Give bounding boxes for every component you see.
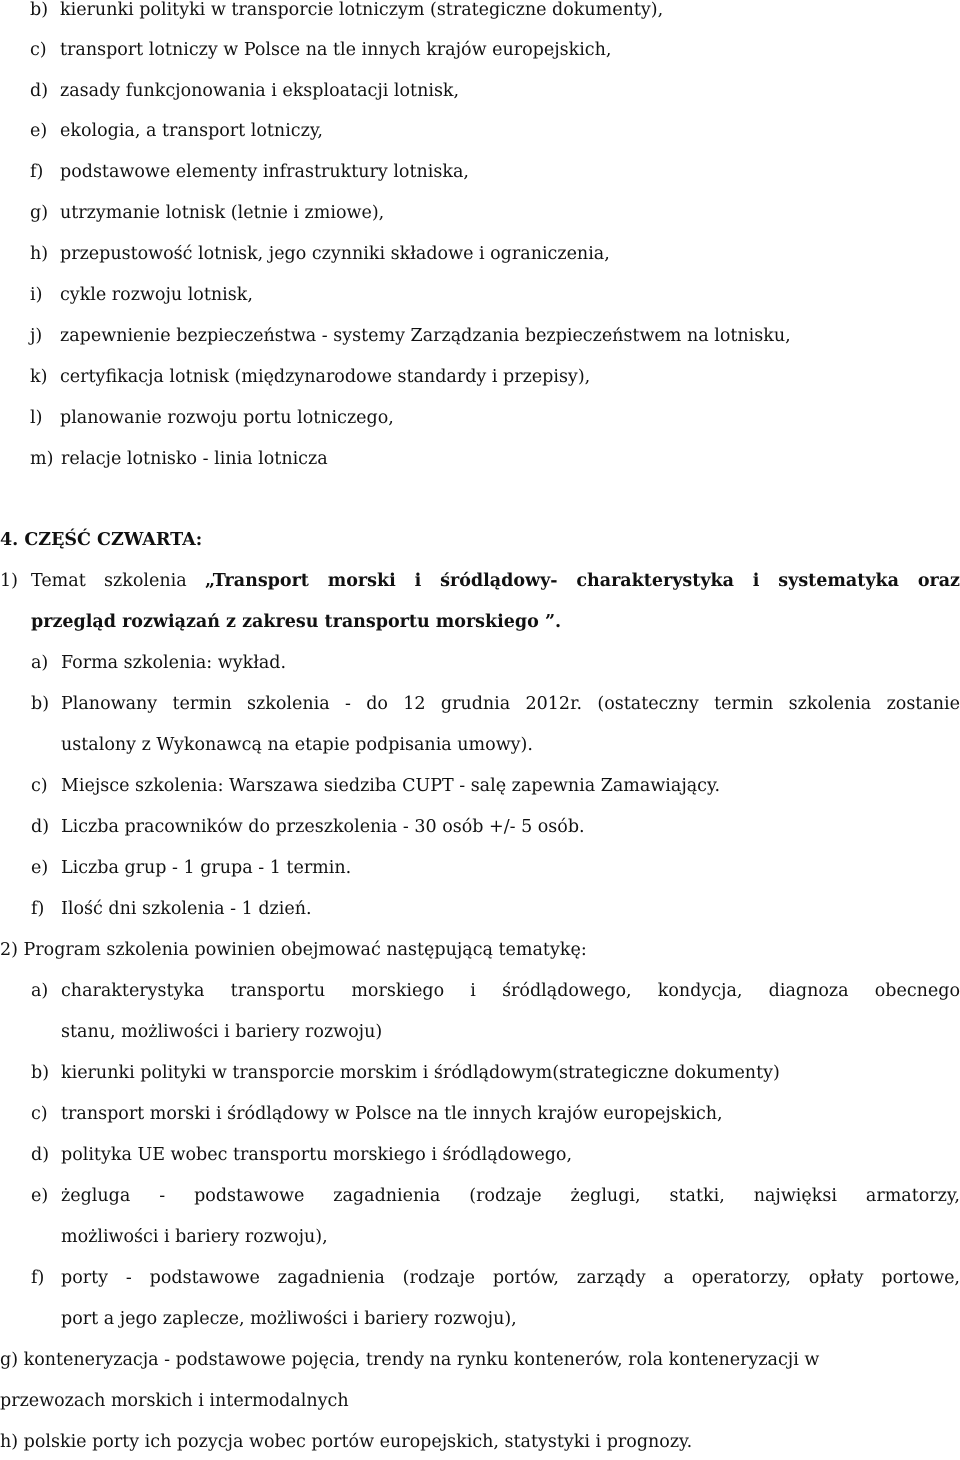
list-label: c) (30, 40, 47, 60)
list-item (30, 40, 611, 60)
list-item (30, 0, 663, 20)
detail-label: c) (31, 776, 48, 796)
list-text: podstawowe elementy infrastruktury lotniska, (60, 162, 469, 182)
list-label: b) (30, 0, 49, 20)
list-label: e) (30, 121, 48, 141)
detail-item (31, 858, 351, 878)
program-intro: 2) Program szkolenia powinien obejmować następującą tematykę: (0, 940, 587, 960)
list-item (30, 285, 253, 305)
detail-text: Miejsce szkolenia: Warszawa siedziba CUPT - salę zapewnia Zamawiający. (61, 776, 721, 796)
topic-line-continuation (31, 612, 561, 632)
list-label: d) (30, 81, 49, 101)
program-item (31, 981, 960, 1001)
program-item (31, 1186, 960, 1206)
program-text: kierunki polityki w transporcie morskim i śródlądowym(strategiczne dokumenty) (61, 1063, 780, 1083)
detail-label: e) (31, 858, 49, 878)
list-label: g) (30, 203, 49, 223)
detail-text: Liczba pracowników do przeszkolenia - 30 osób +/- 5 osób. (61, 817, 585, 837)
program-text: charakterystyka transportu morskiego i śródlądowego, kondycja, diagnoza obecnego (61, 981, 960, 1001)
program-item (31, 1104, 723, 1124)
program-text-cont: port a jego zaplecze, możliwości i bariery rozwoju), (61, 1309, 517, 1329)
program-text: transport morski i śródlądowy w Polsce na tle innych krajów europejskich, (61, 1104, 723, 1124)
program-text-cont: stanu, możliwości i bariery rozwoju) (61, 1022, 383, 1042)
detail-item (31, 776, 720, 796)
program-label: f) (31, 1268, 45, 1288)
program-item (31, 1063, 780, 1083)
program-item: g) konteneryzacja - podstawowe pojęcia, trendy na rynku kontenerów, rola konteneryzacji w (0, 1350, 820, 1370)
list-text: zasady funkcjonowania i eksploatacji lotnisk, (60, 81, 460, 101)
list-item (30, 244, 610, 264)
detail-item (31, 899, 312, 919)
list-text: ekologia, a transport lotniczy, (60, 121, 323, 141)
topic-line (0, 571, 960, 591)
program-text: żegluga - podstawowe zagadnienia (rodzaje żeglugi, statki, najwięksi armatorzy, (61, 1186, 960, 1206)
detail-item (31, 653, 286, 673)
list-text: relacje lotnisko - linia lotnicza (61, 449, 328, 469)
detail-text: Planowany termin szkolenia - do 12 grudnia 2012r. (ostateczny termin szkolenia zostanie (61, 694, 960, 714)
list-text: transport lotniczy w Polsce na tle innych krajów europejskich, (60, 40, 612, 60)
program-text: porty - podstawowe zagadnienia (rodzaje portów, zarządy a operatorzy, opłaty portowe, (61, 1268, 960, 1288)
program-item (31, 1145, 572, 1165)
detail-label: d) (31, 817, 50, 837)
list-item (30, 326, 791, 346)
list-item (30, 449, 328, 469)
topic-title: „Transport morski i śródlądowy- charakterystyka i systematyka oraz (204, 571, 960, 591)
list-text: zapewnienie bezpieczeństwa - systemy Zarządzania bezpieczeństwem na lotnisku, (60, 326, 791, 346)
detail-text: Ilość dni szkolenia - 1 dzień. (61, 899, 312, 919)
program-label: e) (31, 1186, 49, 1206)
list-label: m) (30, 449, 54, 469)
program-item (31, 1268, 960, 1288)
program-text: polityka UE wobec transportu morskiego i śródlądowego, (61, 1145, 573, 1165)
detail-item (31, 694, 960, 714)
detail-item (31, 817, 585, 837)
list-text: przepustowość lotnisk, jego czynniki składowe i ograniczenia, (60, 244, 610, 264)
list-item (30, 162, 469, 182)
topic-text (31, 571, 960, 591)
program-label: c) (31, 1104, 48, 1124)
detail-text-cont: ustalony z Wykonawcą na etapie podpisania umowy). (61, 735, 533, 755)
detail-label: a) (31, 653, 49, 673)
program-label: a) (31, 981, 49, 1001)
detail-label: b) (31, 694, 50, 714)
detail-text: Forma szkolenia: wykład. (61, 653, 287, 673)
list-text: kierunki polityki w transporcie lotniczym (strategiczne dokumenty), (60, 0, 664, 20)
program-item: h) polskie porty ich pozycja wobec portów europejskich, statystyki i prognozy. (0, 1432, 693, 1452)
section-heading: 4. CZĘŚĆ CZWARTA: (0, 530, 203, 550)
detail-text: Liczba grup - 1 grupa - 1 termin. (61, 858, 352, 878)
topic-end: ”. (544, 612, 562, 632)
list-label: l) (30, 408, 43, 428)
topic-prefix: Temat szkolenia (31, 571, 205, 591)
list-item (30, 81, 459, 101)
topic-title-cont: przegląd rozwiązań z zakresu transportu morskiego (31, 612, 545, 632)
topic-label: 1) (0, 571, 18, 591)
list-text: utrzymanie lotnisk (letnie i zmiowe), (60, 203, 385, 223)
program-text-cont: przewozach morskich i intermodalnych (0, 1391, 349, 1411)
list-item (30, 121, 323, 141)
list-label: f) (30, 162, 44, 182)
detail-label: f) (31, 899, 45, 919)
list-label: i) (30, 285, 43, 305)
list-label: h) (30, 244, 49, 264)
list-text: planowanie rozwoju portu lotniczego, (60, 408, 394, 428)
list-label: j) (30, 326, 43, 346)
list-text: cykle rozwoju lotnisk, (60, 285, 253, 305)
list-label: k) (30, 367, 48, 387)
program-label: d) (31, 1145, 50, 1165)
list-item (30, 408, 394, 428)
program-label: b) (31, 1063, 50, 1083)
list-text: certyfikacja lotnisk (międzynarodowe standardy i przepisy), (60, 367, 591, 387)
list-item (30, 367, 590, 387)
program-text-cont: możliwości i bariery rozwoju), (61, 1227, 328, 1247)
list-item (30, 203, 384, 223)
